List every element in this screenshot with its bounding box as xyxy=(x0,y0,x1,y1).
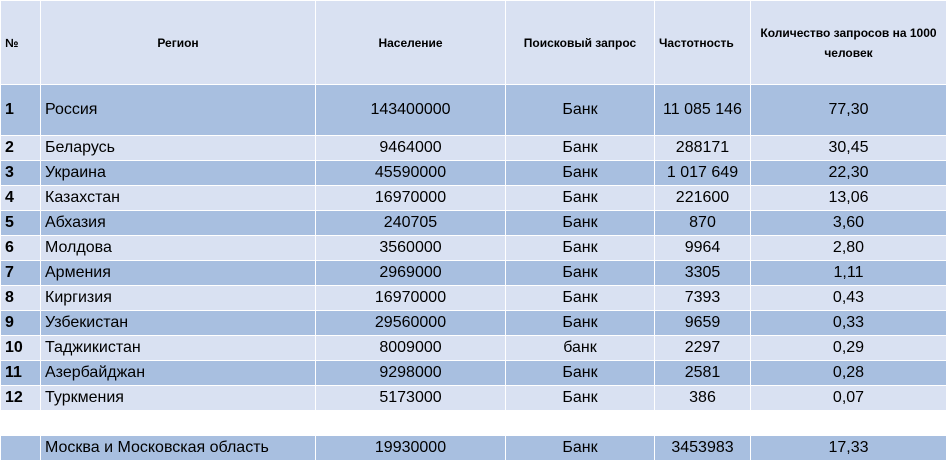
summary-query: Банк xyxy=(506,436,655,461)
cell-frequency: 2297 xyxy=(655,336,751,361)
cell-population: 5173000 xyxy=(316,386,506,411)
cell-per1000: 0,29 xyxy=(751,336,946,361)
cell-num: 9 xyxy=(1,311,41,336)
cell-region: Киргизия xyxy=(41,286,316,311)
cell-num: 11 xyxy=(1,361,41,386)
cell-num: 3 xyxy=(1,161,41,186)
cell-frequency: 2581 xyxy=(655,361,751,386)
cell-population: 8009000 xyxy=(316,336,506,361)
cell-query: банк xyxy=(506,336,655,361)
cell-per1000: 0,07 xyxy=(751,386,946,411)
cell-frequency: 9659 xyxy=(655,311,751,336)
cell-frequency: 11 085 146 xyxy=(655,85,751,136)
header-query: Поисковый запрос xyxy=(506,1,655,85)
table-row xyxy=(1,336,946,361)
cell-query: Банк xyxy=(506,211,655,236)
blank-cell xyxy=(655,411,751,436)
cell-num: 6 xyxy=(1,236,41,261)
cell-region: Казахстан xyxy=(41,186,316,211)
cell-per1000: 22,30 xyxy=(751,161,946,186)
cell-query: Банк xyxy=(506,386,655,411)
blank-cell xyxy=(1,411,41,436)
cell-num: 5 xyxy=(1,211,41,236)
cell-num: 12 xyxy=(1,386,41,411)
cell-num: 7 xyxy=(1,261,41,286)
table-row xyxy=(1,286,946,311)
cell-population: 9298000 xyxy=(316,361,506,386)
table-row xyxy=(1,261,946,286)
header-population: Население xyxy=(316,1,506,85)
cell-frequency: 288171 xyxy=(655,136,751,161)
cell-num: 10 xyxy=(1,336,41,361)
cell-per1000: 2,80 xyxy=(751,236,946,261)
table-row xyxy=(1,211,946,236)
cell-per1000: 0,28 xyxy=(751,361,946,386)
cell-num: 4 xyxy=(1,186,41,211)
header-row xyxy=(1,1,946,85)
header-per1000: Количество запросов на 1000 человек xyxy=(751,1,946,85)
summary-frequency: 3453983 xyxy=(655,436,751,461)
cell-query: Банк xyxy=(506,286,655,311)
cell-per1000: 30,45 xyxy=(751,136,946,161)
table-row xyxy=(1,236,946,261)
cell-population: 29560000 xyxy=(316,311,506,336)
cell-region: Узбекистан xyxy=(41,311,316,336)
cell-per1000: 1,11 xyxy=(751,261,946,286)
cell-per1000: 3,60 xyxy=(751,211,946,236)
cell-num: 2 xyxy=(1,136,41,161)
header-region: Регион xyxy=(41,1,316,85)
table-row xyxy=(1,186,946,211)
summary-per1000: 17,33 xyxy=(751,436,946,461)
cell-population: 9464000 xyxy=(316,136,506,161)
cell-frequency: 221600 xyxy=(655,186,751,211)
cell-query: Банк xyxy=(506,361,655,386)
cell-region: Абхазия xyxy=(41,211,316,236)
cell-population: 3560000 xyxy=(316,236,506,261)
cell-per1000: 77,30 xyxy=(751,85,946,136)
blank-cell xyxy=(316,411,506,436)
cell-per1000: 0,43 xyxy=(751,286,946,311)
cell-query: Банк xyxy=(506,161,655,186)
cell-frequency: 1 017 649 xyxy=(655,161,751,186)
cell-population: 45590000 xyxy=(316,161,506,186)
header-frequency: Частотность xyxy=(655,1,751,85)
cell-query: Банк xyxy=(506,186,655,211)
cell-per1000: 13,06 xyxy=(751,186,946,211)
cell-num: 1 xyxy=(1,85,41,136)
summary-row xyxy=(1,436,946,461)
cell-per1000: 0,33 xyxy=(751,311,946,336)
table-row xyxy=(1,311,946,336)
cell-query: Банк xyxy=(506,261,655,286)
cell-frequency: 9964 xyxy=(655,236,751,261)
cell-region: Азербайджан xyxy=(41,361,316,386)
table-row xyxy=(1,386,946,411)
cell-frequency: 870 xyxy=(655,211,751,236)
cell-region: Беларусь xyxy=(41,136,316,161)
table-row xyxy=(1,361,946,386)
cell-region: Туркмения xyxy=(41,386,316,411)
cell-num: 8 xyxy=(1,286,41,311)
summary-region: Москва и Московская область xyxy=(41,436,316,461)
blank-cell xyxy=(751,411,946,436)
table-row xyxy=(1,161,946,186)
cell-query: Банк xyxy=(506,311,655,336)
cell-region: Россия xyxy=(41,85,316,136)
cell-population: 143400000 xyxy=(316,85,506,136)
blank-cell xyxy=(506,411,655,436)
cell-population: 16970000 xyxy=(316,286,506,311)
cell-frequency: 3305 xyxy=(655,261,751,286)
cell-frequency: 386 xyxy=(655,386,751,411)
cell-query: Банк xyxy=(506,85,655,136)
summary-num-empty xyxy=(1,436,41,461)
blank-row xyxy=(1,411,946,436)
blank-cell xyxy=(41,411,316,436)
table-row xyxy=(1,136,946,161)
cell-query: Банк xyxy=(506,136,655,161)
cell-region: Таджикистан xyxy=(41,336,316,361)
summary-population: 19930000 xyxy=(316,436,506,461)
cell-region: Армения xyxy=(41,261,316,286)
cell-query: Банк xyxy=(506,236,655,261)
cell-population: 16970000 xyxy=(316,186,506,211)
cell-frequency: 7393 xyxy=(655,286,751,311)
cell-population: 2969000 xyxy=(316,261,506,286)
table-row xyxy=(1,85,946,136)
header-num: № xyxy=(1,1,41,85)
cell-region: Украина xyxy=(41,161,316,186)
cell-region: Молдова xyxy=(41,236,316,261)
cell-population: 240705 xyxy=(316,211,506,236)
